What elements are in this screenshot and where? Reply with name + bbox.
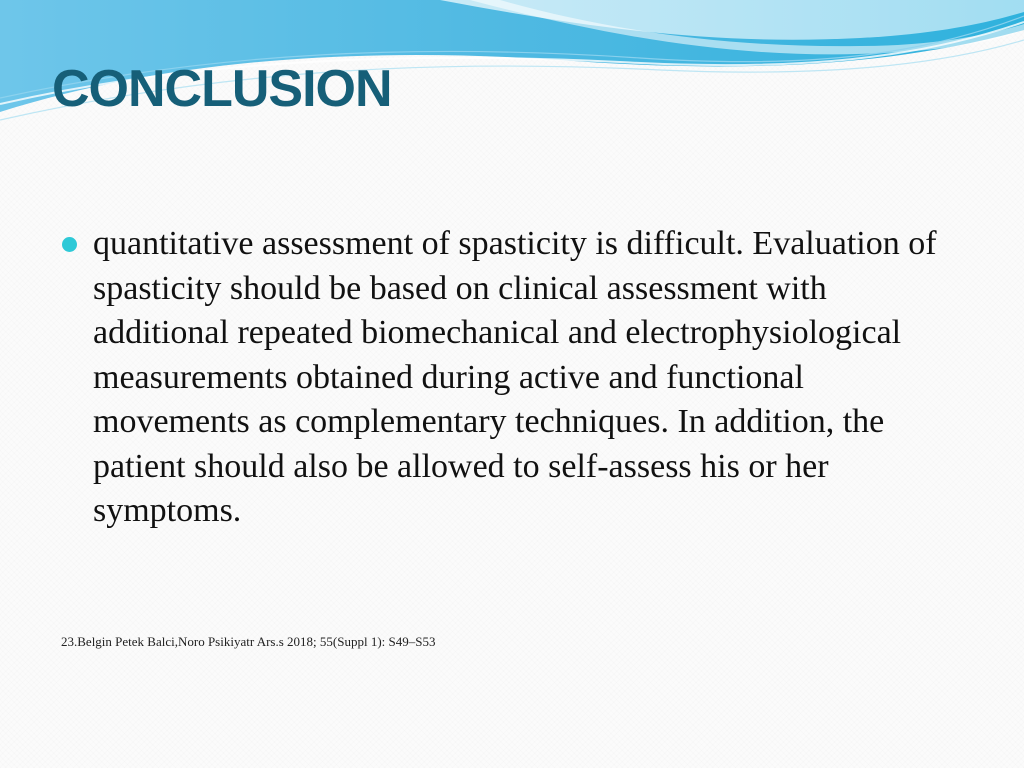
bullet-text: quantitative assessment of spasticity is difficult. Evaluation of spasticity should be based on clinical assessment with additional repeated biomechanical and electrophysiological measurements obtained during active and functional movements as complementary techniques. In addition, the patient should also be allowed to self-assess his or her symptoms. — [93, 225, 937, 529]
slide-title: CONCLUSION — [52, 60, 392, 118]
bullet-item — [60, 222, 950, 534]
citation-footnote: 23.Belgin Petek Balci,Noro Psikiyatr Ars.s 2018; 55(Suppl 1): S49–S53 — [61, 634, 436, 649]
bullet-list — [60, 222, 950, 534]
bullet-icon — [62, 237, 77, 252]
